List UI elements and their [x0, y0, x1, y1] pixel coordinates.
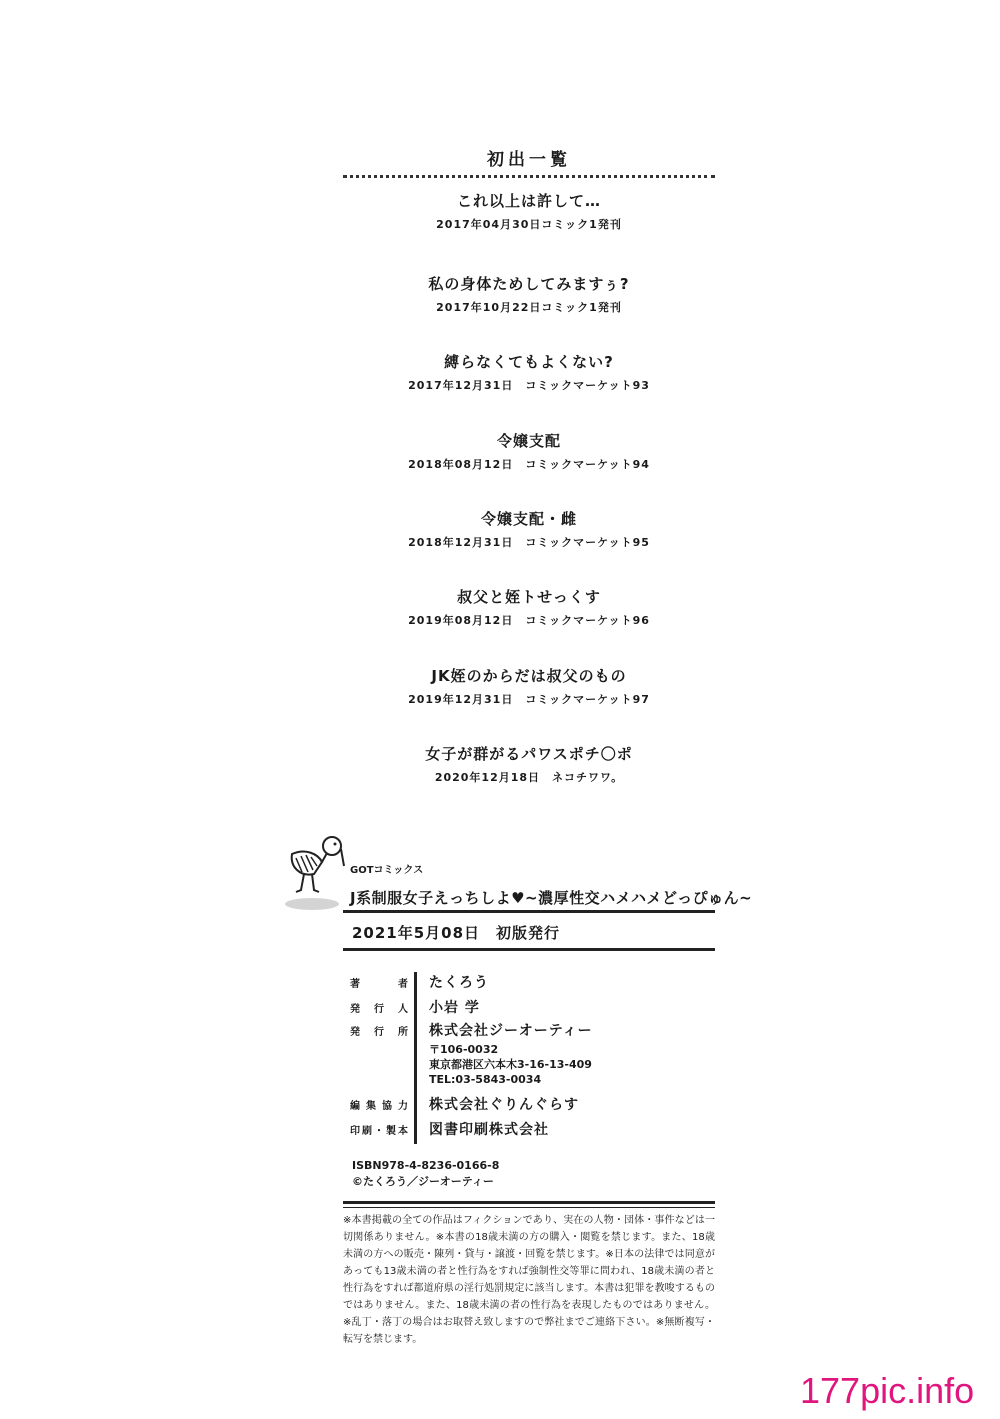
list-item [343, 190, 715, 232]
credit-label: 印刷・製本 [350, 1126, 408, 1137]
entry-date: 2018年08月12日 コミックマーケット94 [408, 458, 650, 471]
street-address: 東京都港区六本木3-16-13-409 [429, 1058, 592, 1071]
entry-title: 女子が群がるパワスポチ〇ポ [425, 745, 633, 763]
imprint-label: GOTコミックス [350, 865, 424, 876]
release-date: 2021年5月08日 初版発行 [352, 924, 561, 942]
credit-label: 編集協力 [350, 1101, 408, 1112]
entry-title: 縛らなくてもよくない? [444, 353, 614, 371]
book-title: J系制服女子えっちしよ♥~濃厚性交ハメハメどっぴゅん~ [350, 889, 753, 907]
credit-row [350, 1094, 715, 1119]
postal-code: 〒106-0032 [429, 1043, 499, 1056]
credits-block [350, 972, 715, 1144]
list-item [343, 743, 715, 785]
credit-row [350, 1119, 715, 1144]
copyright: ©たくろう／ジーオーティー [352, 1175, 494, 1188]
page-title: 初出一覧 [487, 150, 571, 170]
list-item [343, 430, 715, 472]
credit-label: 発行所 [350, 1027, 408, 1038]
publisher-address [429, 1042, 593, 1087]
entry-title: 私の身体ためしてみますぅ? [428, 275, 630, 293]
credit-value: 株式会社ぐりんぐらす [429, 1097, 579, 1113]
credit-label: 著者 [350, 979, 408, 990]
list-item [343, 665, 715, 707]
entry-title: これ以上は許して… [456, 192, 601, 210]
credit-value: 小岩 学 [429, 1000, 480, 1016]
entry-date: 2017年10月22日コミック1発刊 [436, 301, 622, 314]
phone-number: TEL:03-5843-0034 [429, 1073, 542, 1086]
credit-row [350, 1020, 715, 1094]
entry-title: 令嬢支配 [496, 432, 561, 450]
divider [343, 948, 715, 951]
entry-date: 2019年08月12日 コミックマーケット96 [408, 614, 650, 627]
list-item [343, 586, 715, 628]
entry-date: 2020年12月18日 ネコチワワ。 [434, 771, 624, 784]
isbn-block [352, 1158, 499, 1190]
divider [343, 1201, 715, 1204]
credit-row [350, 997, 715, 1020]
list-item [343, 508, 715, 550]
watermark: 177pic.info [800, 1370, 975, 1411]
entry-date: 2019年12月31日 コミックマーケット97 [408, 693, 650, 706]
credit-label: 発行人 [350, 1004, 408, 1015]
entry-date: 2017年04月30日コミック1発刊 [436, 218, 622, 231]
divider [343, 1207, 715, 1208]
divider [343, 910, 715, 913]
entry-date: 2018年12月31日 コミックマーケット95 [408, 536, 650, 549]
dotted-divider [343, 175, 715, 178]
credit-row [350, 972, 715, 997]
bird-logo-icon [282, 832, 352, 912]
entry-title: JK姪のからだは叔父のもの [431, 667, 627, 685]
credit-value: たくろう [429, 975, 489, 991]
list-item [343, 351, 715, 393]
legal-notice: ※本書掲載の全ての作品はフィクションであり、実在の人物・団体・事件などは一切関係ありません。※本書の18歳未満の方の購入・閲覧を禁じます。また、18歳未満の方への販売・陳列・貸与・譲渡・回覧を禁じます。※日本の法律では同意があっても13歳未満の者と性行為をすれば強制性交等罪に問われ、18歳未満の者と性行為をすれば都道府県の淫行処罰規定に該当します。本書は犯罪を教唆するものではありません。また、18歳未満の者の性行為を表現したものではありません。※乱丁・落丁の場合はお取替え致しますので弊社までご連絡下さい。※無断複写・転写を禁じます。 [343, 1215, 715, 1345]
entry-title: 叔父と姪トせっくす [457, 588, 601, 606]
credit-value: 株式会社ジーオーティー [429, 1023, 593, 1039]
credit-value: 図書印刷株式会社 [429, 1122, 549, 1138]
entry-title: 令嬢支配・雌 [480, 510, 577, 528]
entry-date: 2017年12月31日 コミックマーケット93 [408, 379, 650, 392]
isbn: ISBN978-4-8236-0166-8 [352, 1159, 500, 1172]
list-item [343, 273, 715, 315]
